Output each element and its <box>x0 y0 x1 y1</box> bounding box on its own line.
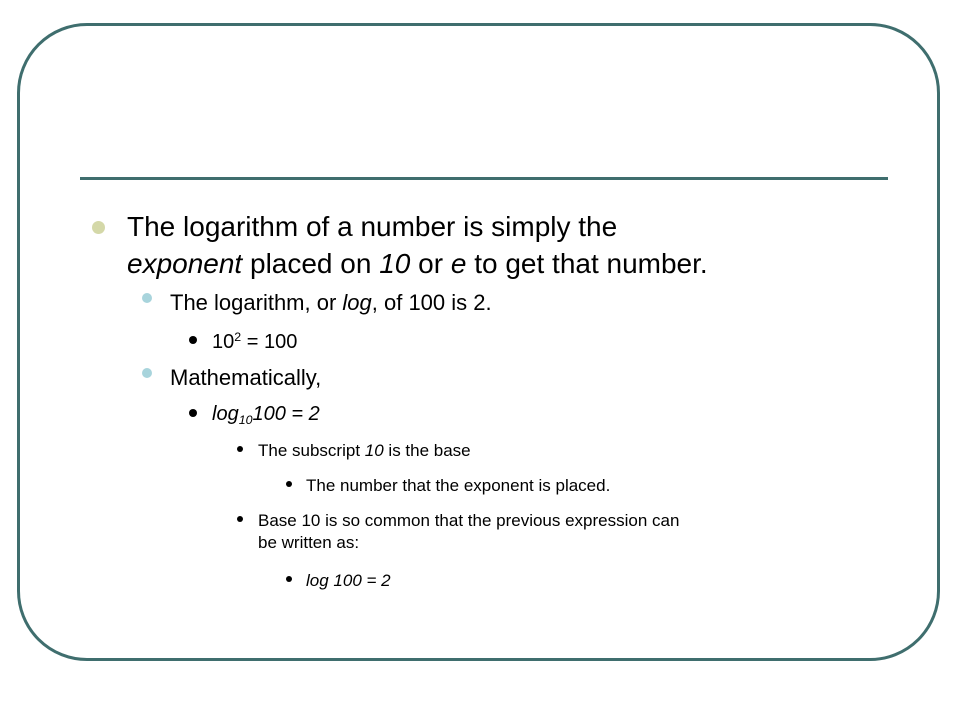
italic-text: 100 = 2 <box>252 403 320 425</box>
text-span: placed on <box>242 248 380 279</box>
bullet-log-100-short <box>306 570 391 592</box>
bullet-level3-icon <box>189 336 197 344</box>
bullet-level3-icon <box>189 409 197 417</box>
bullet-level2-icon <box>142 293 152 303</box>
text-span: The logarithm of a number is simply the <box>127 211 618 242</box>
bullet-logarithm-definition <box>127 208 708 282</box>
italic-text: log 100 = 2 <box>306 571 391 590</box>
italic-text: 10 <box>364 441 384 460</box>
bullet-base-10-common <box>258 510 679 554</box>
italic-text: e <box>450 248 467 279</box>
bullet-log-of-100 <box>170 290 492 316</box>
italic-text: 10 <box>379 248 411 279</box>
bullet-line-1: Base 10 is so common that the previous expression can <box>258 511 680 530</box>
bullet-level4-icon <box>237 446 243 452</box>
text-span: , of 100 is 2. <box>371 290 492 315</box>
bullet-mathematically <box>170 365 321 391</box>
bullet-line-2 <box>127 245 708 282</box>
slide-frame <box>17 23 940 661</box>
bullet-level2-icon <box>142 368 152 378</box>
text-span: or <box>410 248 451 279</box>
text-span: The logarithm, or <box>170 290 343 315</box>
bullet-line-2: be written as: <box>258 533 360 552</box>
bullet-level1-icon <box>92 221 105 234</box>
bullet-level5-icon <box>286 576 292 582</box>
base-subscript: 10 <box>238 413 253 428</box>
text-span: is the base <box>383 441 471 460</box>
text-span: 10 <box>212 331 235 353</box>
bullet-exponent-placed <box>306 475 610 497</box>
text-span: The subscript <box>258 441 365 460</box>
bullet-level5-icon <box>286 481 292 487</box>
text-span: = 100 <box>241 331 298 353</box>
bullet-power-equation <box>212 330 297 356</box>
bullet-level4-icon <box>237 516 243 522</box>
bullet-line-1 <box>127 208 708 245</box>
text-span: Mathematically, <box>170 365 322 390</box>
text-span: to get that number. <box>466 248 708 279</box>
bullet-subscript-base <box>258 440 471 462</box>
title-divider-rule <box>80 177 888 180</box>
italic-text: log <box>342 290 372 315</box>
italic-text: log <box>212 403 239 425</box>
bullet-log-equation <box>212 402 320 428</box>
exponent-superscript: 2 <box>234 330 242 345</box>
italic-text: exponent <box>127 248 243 279</box>
text-span: The number that the exponent is placed. <box>306 476 611 495</box>
